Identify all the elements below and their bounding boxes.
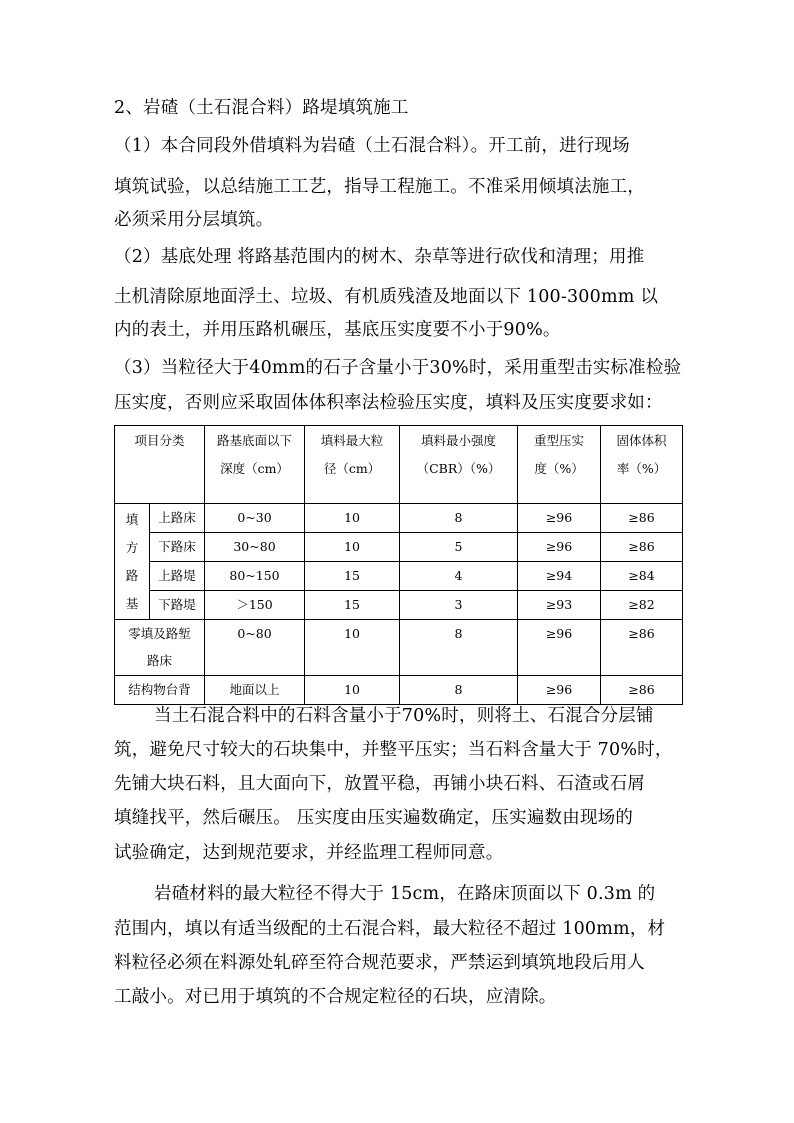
para1-line2: 填筑试验，以总结施工工艺，指导工程施工。不准采用倾填法施工， <box>114 177 645 197</box>
row-cbr: 3 <box>400 591 518 620</box>
para5-line3: 料粒径必须在料源处轧碎至符合规范要求，严禁运到填筑地段后用人 <box>114 953 645 973</box>
row-name: 下路堤 <box>150 591 205 620</box>
row-cbr: 8 <box>400 504 518 533</box>
row-size: 10 <box>305 620 400 676</box>
row-depth: 80~150 <box>205 562 305 591</box>
row-volume: ≥82 <box>601 591 683 620</box>
para4-line1: 当土石混合料中的石料含量小于70%时，则将土、石混合分层铺 <box>154 706 654 726</box>
para2-line2: 土机清除原地面浮土、垃圾、有机质残渣及地面以下 100-300mm 以 <box>114 287 659 307</box>
row-depth: 30~80 <box>205 533 305 562</box>
header-compaction: 重型压实 度（%） <box>518 426 601 504</box>
table-row <box>115 562 683 591</box>
group-label-fill-subgrade: 填 方 路 基 <box>115 504 150 620</box>
row-cbr: 4 <box>400 562 518 591</box>
table-row <box>115 533 683 562</box>
row-size: 15 <box>305 591 400 620</box>
row-size: 10 <box>305 504 400 533</box>
row-volume: ≥86 <box>601 620 683 676</box>
section-heading: 2、岩碴（土石混合料）路堤填筑施工 <box>114 98 409 118</box>
row-volume: ≥86 <box>601 533 683 562</box>
row-cbr: 5 <box>400 533 518 562</box>
row-compaction: ≥96 <box>518 620 601 676</box>
para4-line4: 填缝找平，然后碾压。 压实度由压实遍数确定，压实遍数由现场的 <box>114 808 634 828</box>
para4-line5: 试验确定，达到规范要求，并经监理工程师同意。 <box>114 843 504 863</box>
row-cbr: 8 <box>400 620 518 676</box>
para5-line1: 岩碴材料的最大粒径不得大于 15cm，在路床顶面以下 0.3m 的 <box>154 884 656 904</box>
row-compaction: ≥96 <box>518 504 601 533</box>
para2-line1: （2）基底处理 将路基范围内的树木、杂草等进行砍伐和清理；用推 <box>114 247 645 267</box>
row-size: 10 <box>305 676 400 705</box>
row-volume: ≥86 <box>601 676 683 705</box>
para1-line1: （1）本合同段外借填料为岩碴（土石混合料）。开工前，进行现场 <box>114 136 630 156</box>
para4-line3: 先铺大块石料，且大面向下，放置平稳，再铺小块石料、石渣或石屑 <box>114 774 645 794</box>
row-volume: ≥84 <box>601 562 683 591</box>
header-solid-volume: 固体体积 率（%） <box>601 426 683 504</box>
header-min-cbr: 填料最小强度 （CBR）（%） <box>400 426 518 504</box>
table-header-row <box>115 426 683 504</box>
header-category: 项目分类 <box>115 426 205 504</box>
header-max-size: 填料最大粒 径（cm） <box>305 426 400 504</box>
para5-line2: 范围内，填以有适当级配的土石混合料，最大粒径不超过 100mm，材 <box>114 919 666 939</box>
row-compaction: ≥96 <box>518 676 601 705</box>
row-compaction: ≥93 <box>518 591 601 620</box>
row-depth: 0~80 <box>205 620 305 676</box>
row-name: 上路堤 <box>150 562 205 591</box>
row-size: 15 <box>305 562 400 591</box>
para2-line3: 内的表土，并用压路机碾压，基底压实度要不小于90%。 <box>114 320 561 340</box>
row-volume: ≥86 <box>601 504 683 533</box>
table-row <box>115 620 683 676</box>
row-name-zero-fill: 零填及路堑 路床 <box>115 620 205 676</box>
row-depth: ＞150 <box>205 591 305 620</box>
table-row <box>115 676 683 705</box>
row-compaction: ≥96 <box>518 533 601 562</box>
para4-line2: 筑，避免尺寸较大的石块集中，并整平压实；当石料含量大于 70%时， <box>114 740 673 760</box>
para3-line1: （3）当粒径大于40mm的石子含量小于30%时，采用重型击实标准检验 <box>114 358 682 378</box>
row-compaction: ≥94 <box>518 562 601 591</box>
row-size: 10 <box>305 533 400 562</box>
fill-requirements-table <box>114 425 683 705</box>
row-cbr: 8 <box>400 676 518 705</box>
para3-line2: 压实度，否则应采取固体体积率法检验压实度，填料及压实度要求如： <box>114 393 663 413</box>
row-name-structure-back: 结构物台背 <box>115 676 205 705</box>
row-depth: 地面以上 <box>205 676 305 705</box>
para5-line4: 工敲小。对已用于填筑的不合规定粒径的石块，应清除。 <box>114 987 557 1007</box>
row-name: 上路床 <box>150 504 205 533</box>
table-row <box>115 591 683 620</box>
para1-line3: 必须采用分层填筑。 <box>114 210 274 230</box>
table-row <box>115 504 683 533</box>
row-depth: 0~30 <box>205 504 305 533</box>
header-depth: 路基底面以下 深度（cm） <box>205 426 305 504</box>
row-name: 下路床 <box>150 533 205 562</box>
